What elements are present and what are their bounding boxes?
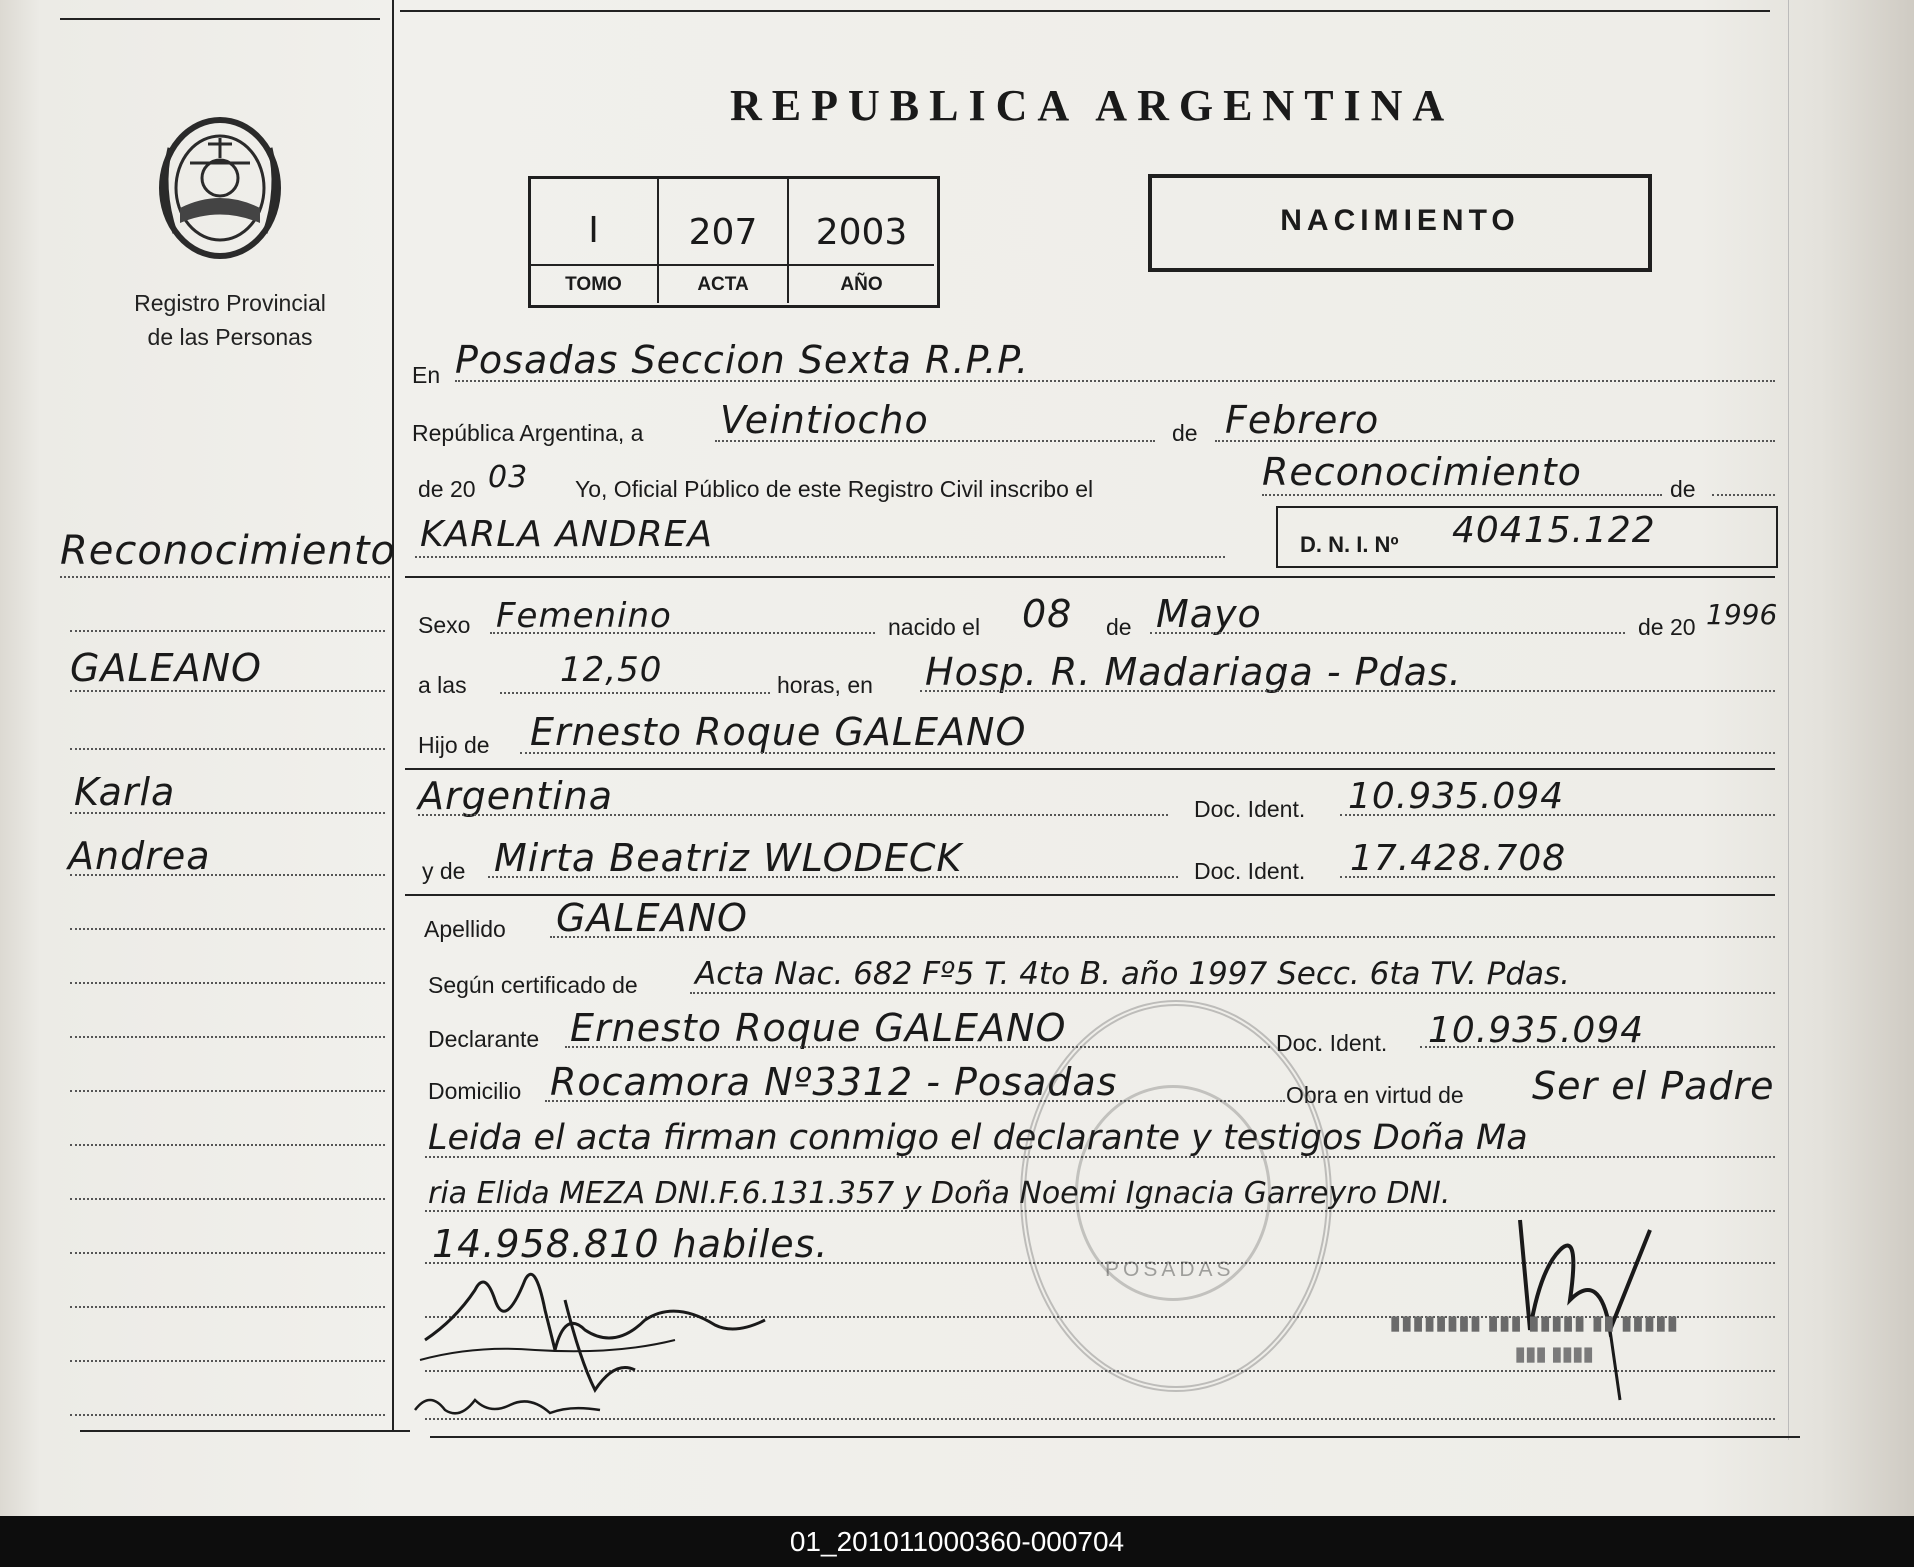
value-dni: 40415.122 [1452,510,1656,551]
anio-value: 2003 [815,212,908,253]
value-obra: Ser el Padre [1532,1064,1775,1108]
field-rule [455,380,1775,382]
stamp-city: POSADAS [1105,1258,1235,1281]
tomo-label: TOMO [565,274,622,295]
label-doc-ident-declarante: Doc. Ident. [1276,1030,1388,1056]
sidebar-rule [70,1252,385,1254]
value-mother-doc: 17.428.708 [1350,838,1567,879]
value-declarante: Ernesto Roque GALEANO [570,1006,1067,1050]
value-birth-year: 1996 [1706,598,1778,631]
section-rule [405,576,1775,578]
label-a-las: a las [418,672,467,698]
label-apellido: Apellido [424,916,506,942]
field-rule [1340,876,1775,878]
label-de-birth-month: de [1106,614,1132,640]
value-segun: Acta Nac. 682 Fº5 T. 4to B. año 1997 Secc. 6ta TV. Pdas. [695,956,1571,992]
sidebar-rule [70,1144,385,1146]
section-rule [405,768,1775,770]
field-rule [1215,440,1775,442]
field-rule [520,752,1775,754]
text-line-3: 14.958.810 habiles. [432,1222,829,1266]
label-hijo-de: Hijo de [418,732,490,758]
value-birth-month: Mayo [1156,592,1262,636]
value-mother: Mirta Beatriz WLODECK [494,836,963,880]
field-rule [715,440,1155,442]
field-rule [920,690,1775,692]
official-title-smudge: ▮▮▮ ▮▮▮▮ [1515,1344,1594,1365]
sidebar-rule [70,982,385,984]
label-yo-oficial: Yo, Oficial Público de este Registro Civil inscribo el [575,476,1094,502]
tomo-value: I [588,210,599,251]
sidebar-rule [70,874,385,876]
country-title: REPUBLICA ARGENTINA [730,81,1455,130]
value-year-suffix: 03 [488,460,529,495]
label-y-de: y de [422,858,466,884]
field-rule [488,876,1178,878]
value-apellido: GALEANO [556,896,748,940]
label-segun: Según certificado de [428,972,638,998]
text-line-2: ria Elida MEZA DNI.F.6.131.357 y Doña Noemi Ignacia Garreyro DNI. [428,1176,1451,1211]
field-rule [1420,1046,1775,1048]
image-code-footer: 01_201011000360-000704 [789,1526,1125,1557]
field-rule [415,556,1225,558]
sidebar-name-1: Karla [74,770,176,814]
value-day-words: Veintiocho [720,398,929,442]
sidebar-name-2: Andrea [68,834,211,878]
sidebar-rule [70,1306,385,1308]
provincial-seal-icon [150,108,290,263]
sidebar-surname: GALEANO [70,646,262,690]
column-divider [392,0,394,1430]
value-father-doc: 10.935.094 [1348,776,1565,817]
registry-line-1: Registro Provincial [134,290,326,316]
acta-label: ACTA [697,274,749,295]
value-father-nationality: Argentina [418,774,614,818]
field-rule [690,992,1775,994]
top-rule-right [400,10,1770,12]
acta-value: 207 [688,212,758,253]
label-nacido: nacido el [888,614,981,640]
official-name-smudge: ▮▮▮▮▮▮▮▮ ▮▮▮ ▮▮▮▮▮ ▮▮ ▮▮▮▮▮ [1390,1313,1679,1334]
value-month-words: Febrero [1225,398,1380,442]
value-birth-place: Hosp. R. Madariaga - Pdas. [925,650,1462,694]
field-rule [1340,814,1775,816]
value-father: Ernesto Roque GALEANO [530,710,1027,754]
field-rule [550,936,1775,938]
value-inscribe: Reconocimiento [1262,450,1582,494]
sidebar-rule [60,576,390,578]
field-rule [1150,632,1625,634]
label-doc-ident-father: Doc. Ident. [1194,796,1306,822]
value-domicilio: Rocamora Nº3312 - Posadas [550,1060,1118,1104]
label-domicilio: Domicilio [428,1078,522,1104]
table-divider-h [530,264,934,266]
sidebar-rule [70,630,385,632]
sidebar-rule [70,690,385,692]
value-child-name: KARLA ANDREA [420,514,714,555]
label-republica: República Argentina, a [412,420,644,446]
sidebar-bottom-rule [80,1430,410,1432]
label-en: En [412,362,441,388]
label-obra: Obra en virtud de [1286,1082,1464,1108]
label-doc-ident-mother: Doc. Ident. [1194,858,1306,884]
text-line-1: Leida el acta firman conmigo el declarante y testigos Doña Ma [428,1118,1528,1158]
value-place: Posadas Seccion Sexta R.P.P. [455,338,1030,382]
field-rule [1712,494,1775,496]
official-signature-icon [1500,1210,1680,1410]
label-de-20-birth: de 20 [1638,614,1696,640]
top-rule-left [60,18,380,20]
label-de-20: de 20 [418,476,476,502]
value-declarante-doc: 10.935.094 [1428,1010,1645,1051]
label-declarante: Declarante [428,1026,540,1052]
witness-initials-icon [410,1385,610,1425]
field-rule [1262,494,1662,496]
value-sexo: Femenino [496,596,672,636]
registry-line-2: de las Personas [147,324,313,350]
sidebar-rule [70,1414,385,1416]
sidebar-rule [70,812,385,814]
value-birth-day: 08 [1022,592,1073,636]
sidebar-rule [70,1360,385,1362]
sidebar-rule [70,928,385,930]
anio-label: AÑO [840,274,883,295]
label-horas-en: horas, en [777,672,873,698]
sidebar-rule [70,1036,385,1038]
page-edge [1788,0,1789,1440]
field-rule [490,632,875,634]
field-rule [418,814,1168,816]
label-dni: D. N. I. Nº [1300,532,1399,557]
bottom-rule [430,1436,1800,1438]
sidebar-rule [70,748,385,750]
sidebar-rule [70,1090,385,1092]
label-sexo: Sexo [418,612,471,638]
field-rule [500,692,770,694]
act-type-label: NACIMIENTO [1280,204,1520,237]
sidebar-note-title: Reconocimiento [60,528,396,574]
label-de-month: de [1172,420,1198,446]
sidebar-rule [70,1198,385,1200]
value-time: 12,50 [560,650,663,690]
label-de-end: de [1670,476,1696,502]
